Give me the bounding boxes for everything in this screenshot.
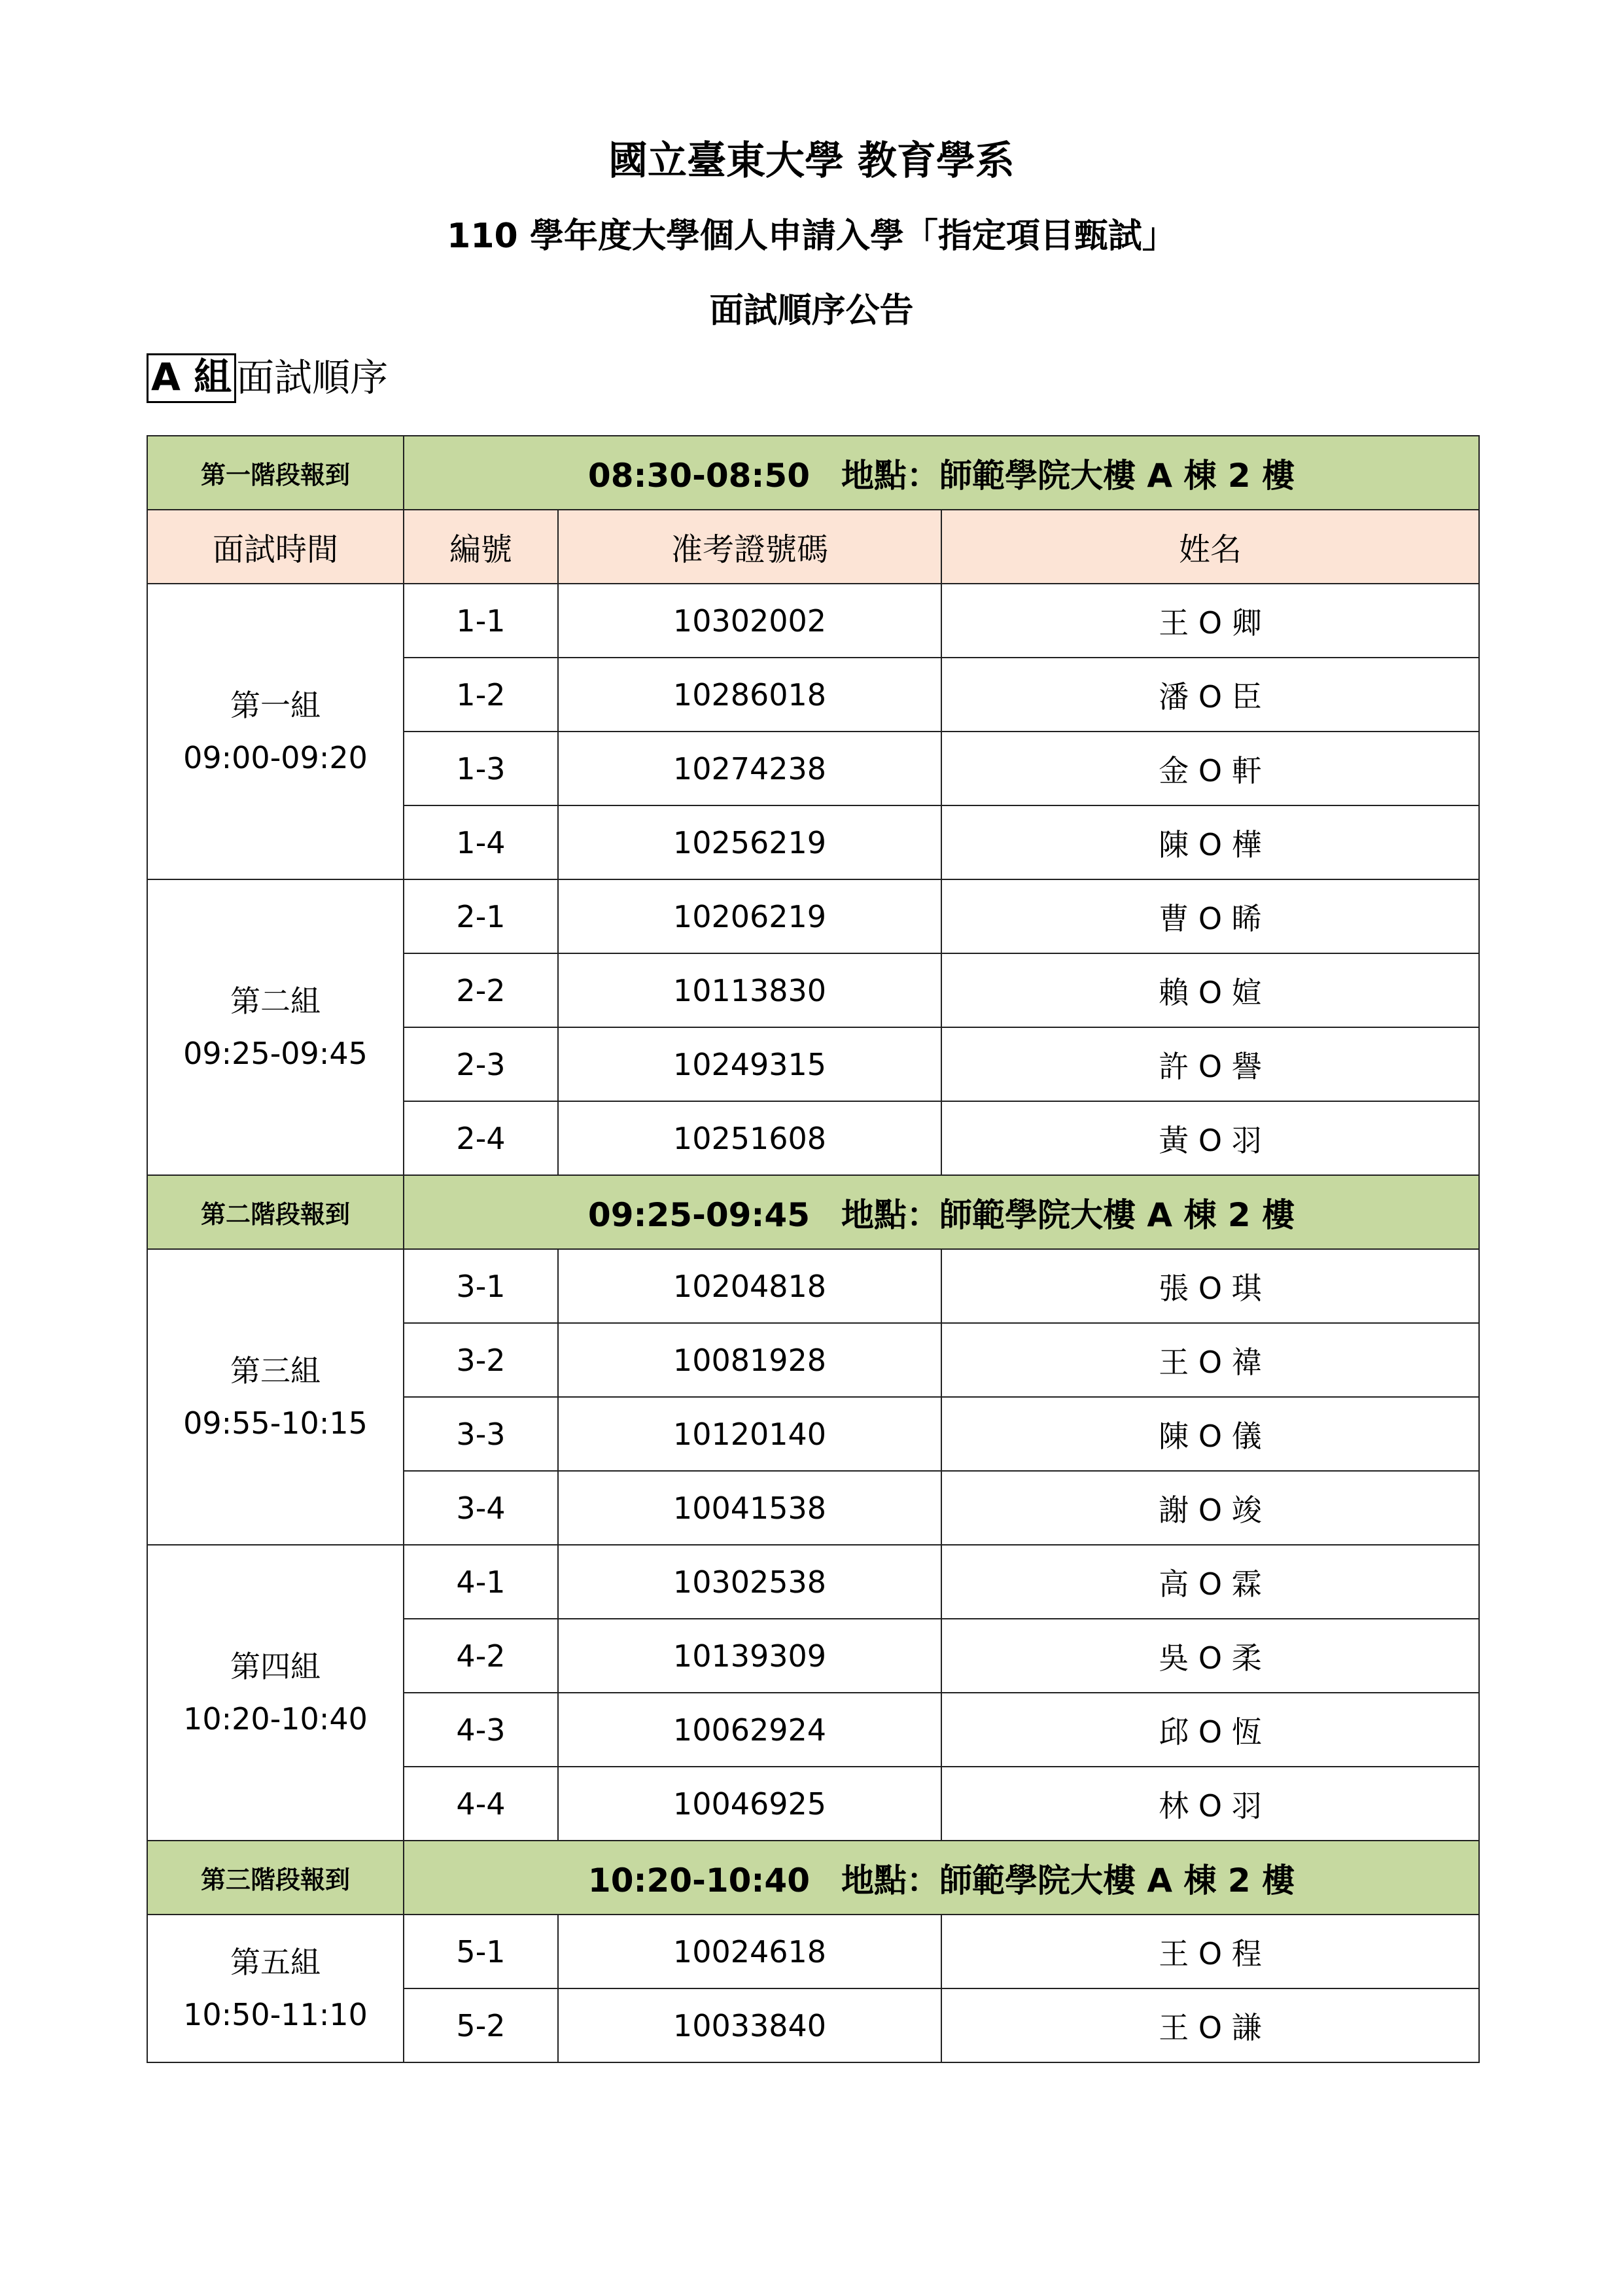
candidate-number: 3-2 <box>404 1323 558 1397</box>
stage-time: 08:30-08:50 <box>587 456 810 495</box>
stage-location: 地點：師範學院大樓 A 棟 2 樓 <box>841 456 1295 495</box>
table-row <box>147 879 1479 953</box>
candidate-name: 陳 O 儀 <box>941 1397 1479 1471</box>
candidate-number: 3-3 <box>404 1397 558 1471</box>
candidate-number: 1-1 <box>404 584 558 658</box>
candidate-name: 王 O 卿 <box>941 584 1479 658</box>
candidate-name: 林 O 羽 <box>941 1767 1479 1841</box>
exam-id: 10302002 <box>558 584 941 658</box>
exam-id: 10274238 <box>558 732 941 805</box>
stage-row <box>147 1175 1479 1249</box>
candidate-number: 2-2 <box>404 953 558 1027</box>
group-time: 10:20-10:40 <box>183 1701 368 1737</box>
group-heading <box>147 353 388 403</box>
candidate-name: 王 O 程 <box>941 1915 1479 1988</box>
exam-id: 10204818 <box>558 1249 941 1323</box>
column-header: 編號 <box>404 510 558 584</box>
group-time: 09:00-09:20 <box>183 740 368 775</box>
candidate-number: 1-3 <box>404 732 558 805</box>
table-row <box>147 1915 1479 1988</box>
candidate-name: 許 O 譽 <box>941 1027 1479 1101</box>
exam-id: 10251608 <box>558 1101 941 1175</box>
candidate-number: 4-2 <box>404 1619 558 1693</box>
candidate-number: 2-3 <box>404 1027 558 1101</box>
group-slot <box>147 879 404 1175</box>
group-slot <box>147 1249 404 1545</box>
exam-id: 10286018 <box>558 658 941 732</box>
stage-time: 10:20-10:40 <box>587 1861 810 1899</box>
stage-row <box>147 436 1479 510</box>
exam-id: 10206219 <box>558 879 941 953</box>
candidate-name: 賴 O 媗 <box>941 953 1479 1027</box>
table-row <box>147 1249 1479 1323</box>
group-label-box: A 組 <box>147 353 236 403</box>
candidate-name: 王 O 謙 <box>941 1988 1479 2062</box>
page-title: 國立臺東大學 教育學系 <box>608 138 1015 184</box>
exam-id: 10046925 <box>558 1767 941 1841</box>
group-slot <box>147 1545 404 1841</box>
group-time: 09:25-09:45 <box>183 1036 368 1071</box>
candidate-name: 黃 O 羽 <box>941 1101 1479 1175</box>
table-row <box>147 1545 1479 1619</box>
column-header: 姓名 <box>941 510 1479 584</box>
exam-id: 10024618 <box>558 1915 941 1988</box>
exam-id: 10302538 <box>558 1545 941 1619</box>
candidate-name: 陳 O 樺 <box>941 805 1479 879</box>
stage-time: 09:25-09:45 <box>587 1195 810 1234</box>
stage-location: 地點：師範學院大樓 A 棟 2 樓 <box>841 1195 1295 1234</box>
table-row <box>147 584 1479 658</box>
candidate-name: 潘 O 臣 <box>941 658 1479 732</box>
exam-id: 10113830 <box>558 953 941 1027</box>
candidate-name: 高 O 霖 <box>941 1545 1479 1619</box>
candidate-number: 3-4 <box>404 1471 558 1545</box>
stage-label: 第三階段報到 <box>147 1841 404 1915</box>
candidate-number: 3-1 <box>404 1249 558 1323</box>
page-subtitle: 110 學年度大學個人申請入學「指定項目甄試」 <box>447 217 1176 256</box>
group-name: 第一組 <box>230 687 321 723</box>
exam-id: 10033840 <box>558 1988 941 2062</box>
group-slot <box>147 584 404 879</box>
candidate-number: 4-1 <box>404 1545 558 1619</box>
column-header-row <box>147 510 1479 584</box>
candidate-name: 金 O 軒 <box>941 732 1479 805</box>
candidate-name: 邱 O 恆 <box>941 1693 1479 1767</box>
group-heading-text: 面試順序 <box>236 355 389 400</box>
group-name: 第三組 <box>230 1352 321 1388</box>
stage-location: 地點：師範學院大樓 A 棟 2 樓 <box>841 1861 1295 1899</box>
exam-id: 10081928 <box>558 1323 941 1397</box>
exam-id: 10041538 <box>558 1471 941 1545</box>
group-time: 09:55-10:15 <box>183 1405 368 1441</box>
exam-id: 10062924 <box>558 1693 941 1767</box>
candidate-number: 4-4 <box>404 1767 558 1841</box>
group-slot <box>147 1915 404 2062</box>
stage-info <box>404 1175 1479 1249</box>
candidate-number: 1-4 <box>404 805 558 879</box>
exam-id: 10256219 <box>558 805 941 879</box>
stage-label: 第一階段報到 <box>147 436 404 510</box>
stage-info <box>404 436 1479 510</box>
group-name: 第二組 <box>230 983 321 1019</box>
candidate-name: 謝 O 竣 <box>941 1471 1479 1545</box>
stage-info <box>404 1841 1479 1915</box>
group-time: 10:50-11:10 <box>183 1997 368 2032</box>
exam-id: 10120140 <box>558 1397 941 1471</box>
exam-id: 10139309 <box>558 1619 941 1693</box>
candidate-number: 2-4 <box>404 1101 558 1175</box>
candidate-name: 吳 O 柔 <box>941 1619 1479 1693</box>
group-name: 第四組 <box>230 1648 321 1684</box>
group-name: 第五組 <box>230 1944 321 1980</box>
candidate-number: 5-2 <box>404 1988 558 2062</box>
candidate-name: 王 O 禕 <box>941 1323 1479 1397</box>
candidate-number: 1-2 <box>404 658 558 732</box>
stage-label: 第二階段報到 <box>147 1175 404 1249</box>
column-header: 准考證號碼 <box>558 510 941 584</box>
candidate-number: 4-3 <box>404 1693 558 1767</box>
column-header: 面試時間 <box>147 510 404 584</box>
stage-row <box>147 1841 1479 1915</box>
exam-id: 10249315 <box>558 1027 941 1101</box>
candidate-name: 曹 O 睎 <box>941 879 1479 953</box>
candidate-number: 2-1 <box>404 879 558 953</box>
interview-schedule-table <box>147 435 1480 2063</box>
candidate-name: 張 O 琪 <box>941 1249 1479 1323</box>
announcement-title: 面試順序公告 <box>709 291 914 330</box>
candidate-number: 5-1 <box>404 1915 558 1988</box>
